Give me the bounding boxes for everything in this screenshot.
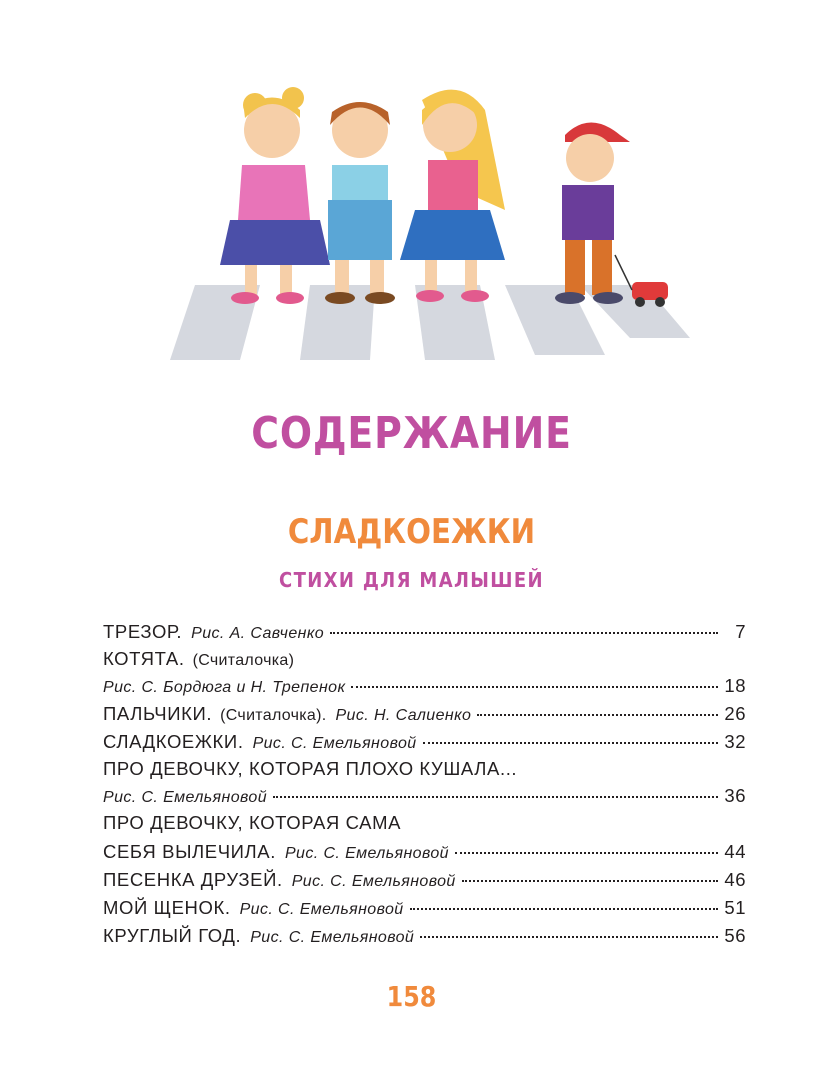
entry-page: 18 bbox=[724, 675, 746, 696]
toc-entry[interactable] bbox=[103, 728, 746, 756]
entry-page: 44 bbox=[724, 841, 746, 862]
entry-page: 7 bbox=[735, 621, 746, 642]
dot-leader bbox=[455, 834, 718, 854]
entry-title: ПРО ДЕВОЧКУ, КОТОРАЯ ПЛОХО КУШАЛА... bbox=[103, 758, 518, 779]
dot-leader bbox=[273, 778, 718, 798]
entry-title: СЛАДКОЕЖКИ. bbox=[103, 731, 244, 752]
entry-title: КРУГЛЫЙ ГОД. bbox=[103, 925, 242, 946]
entry-artist: Рис. С. Бордюга и Н. Трепенок bbox=[103, 679, 346, 696]
toc-entry[interactable] bbox=[103, 618, 746, 646]
toc-heading: СОДЕРЖАНИЕ bbox=[251, 408, 572, 459]
entry-title: ТРЕЗОР. bbox=[103, 621, 183, 642]
children-crossing-illustration bbox=[160, 70, 705, 370]
entry-page: 36 bbox=[724, 785, 746, 806]
entry-title: МОЙ ЩЕНОК. bbox=[103, 897, 231, 918]
entry-artist: Рис. С. Емельяновой bbox=[252, 735, 417, 752]
entry-page: 56 bbox=[724, 925, 746, 946]
page-number: 158 bbox=[386, 980, 437, 1013]
entry-page: 46 bbox=[724, 869, 746, 890]
dot-leader bbox=[410, 890, 718, 910]
entry-page: 26 bbox=[724, 703, 746, 724]
toc-entry[interactable] bbox=[103, 922, 746, 950]
entry-artist: Рис. С. Емельяновой bbox=[239, 901, 404, 918]
dot-leader bbox=[351, 668, 718, 688]
entry-artist: Рис. А. Савченко bbox=[191, 625, 325, 642]
entry-artist: Рис. С. Емельяновой bbox=[250, 929, 415, 946]
entry-title: ПАЛЬЧИКИ. bbox=[103, 703, 213, 724]
dot-leader bbox=[462, 862, 718, 882]
dot-leader bbox=[423, 724, 718, 744]
entry-title: ПЕСЕНКА ДРУЗЕЙ. bbox=[103, 869, 283, 890]
entry-title: КОТЯТА. bbox=[103, 648, 185, 669]
four-children-crossing-road-icon bbox=[160, 70, 705, 370]
section-title: СЛАДКОЕЖКИ bbox=[287, 512, 536, 552]
table-of-contents bbox=[103, 618, 746, 950]
entry-artist: Рис. С. Емельяновой bbox=[284, 845, 449, 862]
entry-artist: Рис. С. Емельяновой bbox=[103, 789, 267, 806]
toc-entry-continuation[interactable] bbox=[103, 782, 746, 810]
entry-note: (Считалочка) bbox=[192, 652, 295, 669]
dot-leader bbox=[420, 918, 718, 938]
dot-leader bbox=[330, 614, 718, 634]
entry-title-line2: СЕБЯ ВЫЛЕЧИЛА. bbox=[103, 841, 276, 862]
entry-title: ПРО ДЕВОЧКУ, КОТОРАЯ САМА bbox=[103, 812, 402, 833]
entry-page: 32 bbox=[724, 731, 746, 752]
entry-page: 51 bbox=[724, 897, 746, 918]
dot-leader bbox=[477, 696, 718, 716]
entry-note: (Считалочка). bbox=[220, 707, 327, 724]
section-subtitle: СТИХИ ДЛЯ МАЛЫШЕЙ bbox=[279, 568, 544, 592]
entry-artist: Рис. Н. Салиенко bbox=[335, 707, 472, 724]
entry-artist: Рис. С. Емельяновой bbox=[291, 873, 456, 890]
